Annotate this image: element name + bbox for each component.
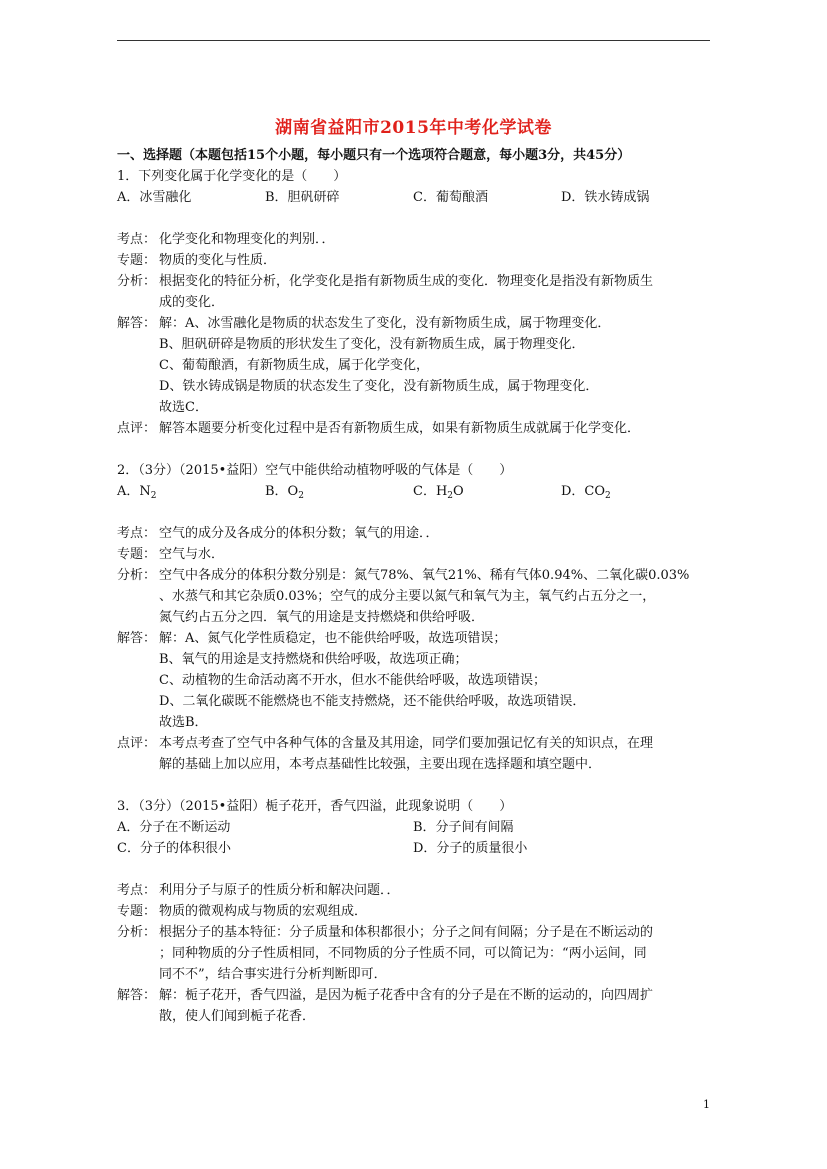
q3-options-row2 bbox=[117, 838, 717, 859]
q3-option-c: C．分子的体积很小 bbox=[117, 841, 231, 856]
q3-fenxi: 分析： 根据分子的基本特征：分子质量和体积都很小；分子之间有间隔；分子是在不断运动的 bbox=[117, 925, 654, 940]
q1-fenxi: 分析： 根据变化的特征分析，化学变化是指有新物质生成的变化．物理变化是指没有新物质生 bbox=[117, 271, 717, 292]
q2-fenxi: 分析： 空气中各成分的体积分数分别是：氮气78%、氧气21%、稀有气体0.94%、二氧化碳0.03% bbox=[117, 568, 690, 583]
q1-kaodian: 考点： 化学变化和物理变化的判别．． bbox=[117, 229, 717, 250]
q3-options-row1 bbox=[117, 817, 717, 838]
label-jieda: 解答： bbox=[117, 316, 157, 331]
q3-kaodian: 考点： 利用分子与原子的性质分析和解决问题．． bbox=[117, 883, 400, 898]
q2-zhuanti: 专题： 空气与水． bbox=[117, 547, 225, 562]
label-dianping: 点评： bbox=[117, 421, 157, 436]
q2-option-c: C．$H_2O$ bbox=[413, 484, 464, 501]
q1-option-d: D．铁水铸成锅 bbox=[561, 190, 650, 205]
q3-option-b: B．分子间有间隔 bbox=[413, 820, 514, 835]
header-rule bbox=[117, 40, 710, 41]
q1-option-a: A．冰雪融化 bbox=[117, 190, 192, 205]
q2-options bbox=[117, 481, 717, 502]
label-fenxi: 分析： bbox=[117, 274, 157, 289]
q2-stem: 2．（3分）（2015•益阳）空气中能供给动植物呼吸的气体是（ ） bbox=[117, 463, 513, 478]
label-kaodian: 考点： bbox=[117, 232, 157, 247]
q2-kaodian: 考点： 空气的成分及各成分的体积分数；氧气的用途．． bbox=[117, 526, 439, 541]
q3-jieda: 解答： 解：栀子花开，香气四溢，是因为栀子花香中含有的分子是在不断的运动的，向四周扩 bbox=[117, 988, 654, 1003]
q3-stem: 3．（3分）（2015•益阳）栀子花开，香气四溢，此现象说明（ ） bbox=[117, 799, 513, 814]
q3-zhuanti: 专题： 物质的微观构成与物质的宏观组成． bbox=[117, 904, 368, 919]
q2-dianping: 点评： 本考点考查了空气中各种气体的含量及其用途，同学们要加强记忆有关的知识点，在理 bbox=[117, 736, 654, 751]
q2-option-d: D．$CO_2$ bbox=[561, 484, 611, 501]
q1-option-b: B．胆矾研碎 bbox=[265, 190, 340, 205]
q2-option-a: A．$N_2$ bbox=[117, 484, 157, 501]
q3-option-d: D．分子的质量很小 bbox=[413, 841, 528, 856]
q1-dianping: 点评： 解答本题要分析变化过程中是否有新物质生成，如果有新物质生成就属于化学变化． bbox=[117, 418, 717, 439]
document-body: 一、选择题（本题包括15个小题，每小题只有一个选项符合题意，每小题3分，共45分） 1．下列变化属于化学变化的是（ ） A．冰雪融化 B．胆矾研碎 C．葡萄酿酒 D．铁水铸成锅 考点： 化学变化和物理变化的判别．． 专题： 物质的变化与性质． 分析： 根据变化的特征分析，化学变化是指有新物质生成的变化．物理变化是指没有新物质生 成的变化． 解答： 解：A、冰雪融化是物质的状态发生了变化，没有新物质生成，属于物理变化． B、胆矾研碎是物质的形状发生了变化，没有新物质生成，属于物理变化． C、葡萄酿酒，有新物质生成，属于化学变化， D、铁水铸成锅是物质的状态发生了变化，没有新物质生成，属于物理变化． 故选C． 点评： 解答本题要分析变化过程中是否有新物质生成，如果有新物质生成就属于化学变化． 2．（3分）（2015•益阳）空气中能供给动植物呼吸的气体是（ ） A．$N_2$ B．$O_2$ C．$H_2O$ D．$CO_2$ 考点： 空气的成分及各成分的体积分数；氧气的用途．． 专题： 空气与水． 分析： 空气中各成分的体积分数分别是：氮气78%、氧气21%、稀有气体0.94%、二氧化碳0.03% 、水蒸气和其它杂质0.03%；空气的成分主要以氮气和氧气为主，氧气约占五分之一， 氮气约占五分之四．氧气的用途是支持燃烧和供给呼吸． 解答： 解：A、氮气化学性质稳定，也不能供给呼吸，故选项错误； B、氧气的用途是支持燃烧和供给呼吸，故选项正确； C、动植物的生命活动离不开水，但水不能供给呼吸，故选项错误； D、二氧化碳既不能燃烧也不能支持燃烧，还不能供给呼吸，故选项错误． 故选B． 点评： 本考点考查了空气中各种气体的含量及其用途，同学们要加强记忆有关的知识点，在理 解的基础上加以应用，本考点基础性比较强，主要出现在选择题和填空题中． 3．（3分）（2015•益阳）栀子花开，香气四溢，此现象说明（ ） A．分子在不断运动 B．分子间有间隔 C．分子的体积很小 D．分子的质量很小 考点： 利用分子与原子的性质分析和解决问题．． 专题： 物质的微观构成与物质的宏观组成． 分析： 根据分子的基本特征：分子质量和体积都很小；分子之间有间隔；分子是在不断运动的 ；同种物质的分子性质相同，不同物质的分子性质不同，可以简记为：“两小运间，同 同不不”，结合事实进行分析判断即可． 解答： 解：栀子花开，香气四溢，是因为栀子花香中含有的分子是在不断的运动的，向四周扩 散，使人们闻到栀子花香． bbox=[117, 145, 717, 1027]
section-heading: 一、选择题（本题包括15个小题，每小题只有一个选项符合题意，每小题3分，共45分） bbox=[117, 148, 631, 163]
q1-options bbox=[117, 187, 717, 208]
q1-option-c: C．葡萄酿酒 bbox=[413, 190, 488, 205]
q3-option-a: A．分子在不断运动 bbox=[117, 820, 231, 835]
page-title: 湖南省益阳市2015年中考化学试卷 bbox=[275, 118, 552, 138]
q2-jieda: 解答： 解：A、氮气化学性质稳定，也不能供给呼吸，故选项错误； bbox=[117, 631, 507, 646]
page-number: 1 bbox=[703, 1098, 710, 1111]
label-zhuanti: 专题： bbox=[117, 253, 157, 268]
q1-stem: 1．下列变化属于化学变化的是（ ） bbox=[117, 169, 347, 184]
q1-zhuanti: 专题： 物质的变化与性质． bbox=[117, 250, 717, 271]
q1-jieda: 解答： 解：A、冰雪融化是物质的状态发生了变化，没有新物质生成，属于物理变化． bbox=[117, 313, 717, 334]
q2-option-b: B．$O_2$ bbox=[265, 484, 304, 501]
